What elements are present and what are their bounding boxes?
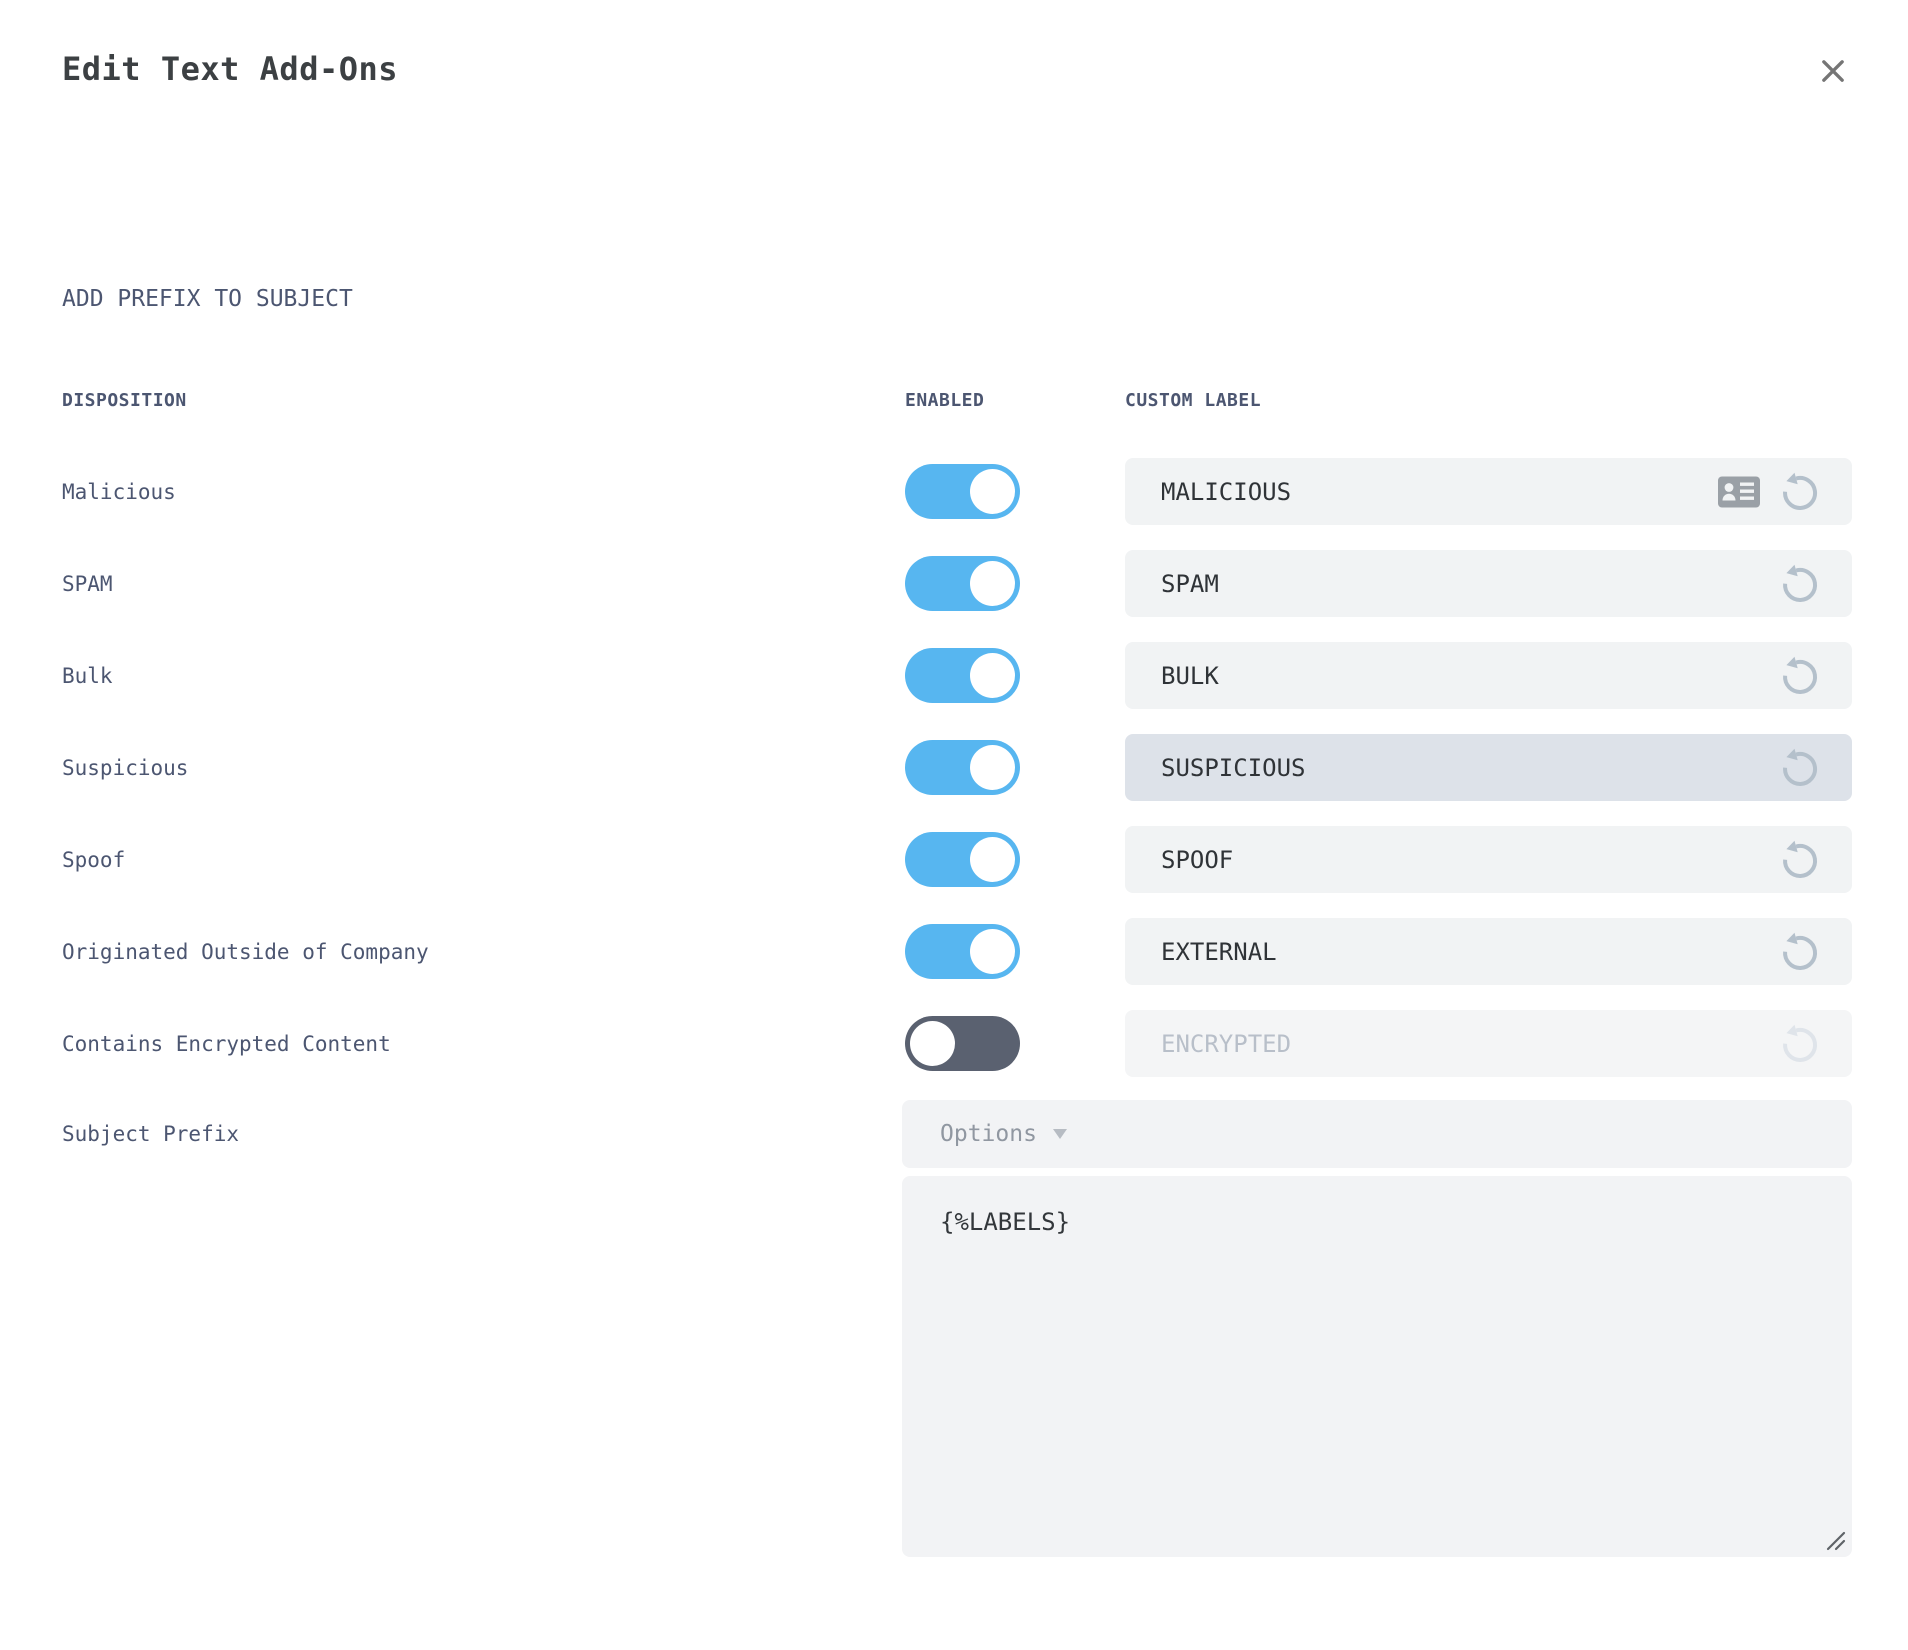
custom-label-field xyxy=(1125,826,1852,893)
options-dropdown[interactable] xyxy=(902,1100,1852,1168)
custom-label-input xyxy=(1125,1010,1852,1077)
toggle-knob xyxy=(970,837,1015,882)
table-row-external xyxy=(0,918,1908,985)
custom-label-field xyxy=(1125,918,1852,985)
toggle-knob xyxy=(970,745,1015,790)
custom-label-input[interactable] xyxy=(1125,918,1852,985)
toggle-knob xyxy=(970,469,1015,514)
table-row-spoof xyxy=(0,826,1908,893)
toggle-knob xyxy=(970,561,1015,606)
enabled-toggle[interactable] xyxy=(905,740,1020,795)
section-heading: ADD PREFIX TO SUBJECT xyxy=(62,286,353,312)
contact-card-icon[interactable] xyxy=(1718,476,1760,507)
toggle-knob xyxy=(910,1021,955,1066)
reset-icon[interactable] xyxy=(1778,470,1822,514)
enabled-toggle[interactable] xyxy=(905,556,1020,611)
page-title: Edit Text Add-Ons xyxy=(62,50,399,88)
subject-prefix-textarea[interactable] xyxy=(902,1176,1852,1557)
table-row-malicious xyxy=(0,458,1908,525)
custom-label-input[interactable] xyxy=(1125,642,1852,709)
resize-grip-icon[interactable] xyxy=(1825,1530,1847,1552)
close-icon xyxy=(1818,56,1848,86)
reset-icon[interactable] xyxy=(1778,562,1822,606)
close-button[interactable] xyxy=(1814,52,1852,90)
enabled-toggle[interactable] xyxy=(905,832,1020,887)
toggle-knob xyxy=(970,929,1015,974)
reset-icon xyxy=(1778,1022,1822,1066)
custom-label-field xyxy=(1125,550,1852,617)
custom-label-field xyxy=(1125,1010,1852,1077)
column-header-custom-label: CUSTOM LABEL xyxy=(1125,390,1262,411)
disposition-label: Malicious xyxy=(62,479,176,504)
column-header-disposition: DISPOSITION xyxy=(62,390,187,411)
table-row-bulk xyxy=(0,642,1908,709)
enabled-toggle[interactable] xyxy=(905,924,1020,979)
enabled-toggle[interactable] xyxy=(905,648,1020,703)
custom-label-field xyxy=(1125,642,1852,709)
table-row-suspicious xyxy=(0,734,1908,801)
table-row-encrypted xyxy=(0,1010,1908,1077)
disposition-label: Contains Encrypted Content xyxy=(62,1031,391,1056)
disposition-label: Suspicious xyxy=(62,755,189,780)
custom-label-field xyxy=(1125,734,1852,801)
enabled-toggle[interactable] xyxy=(905,464,1020,519)
custom-label-input[interactable] xyxy=(1125,550,1852,617)
reset-icon[interactable] xyxy=(1778,838,1822,882)
toggle-knob xyxy=(970,653,1015,698)
options-dropdown-label: Options xyxy=(940,1121,1037,1147)
subject-prefix-label: Subject Prefix xyxy=(62,1122,240,1146)
disposition-label: Bulk xyxy=(62,663,113,688)
disposition-label: Originated Outside of Company xyxy=(62,939,429,964)
disposition-label: Spoof xyxy=(62,847,126,872)
custom-label-field xyxy=(1125,458,1852,525)
custom-label-input[interactable] xyxy=(1125,826,1852,893)
reset-icon[interactable] xyxy=(1778,930,1822,974)
enabled-toggle[interactable] xyxy=(905,1016,1020,1071)
reset-icon[interactable] xyxy=(1778,746,1822,790)
column-header-enabled: ENABLED xyxy=(905,390,985,411)
subject-prefix-field xyxy=(902,1176,1852,1557)
reset-icon[interactable] xyxy=(1778,654,1822,698)
table-row-spam xyxy=(0,550,1908,617)
disposition-label: SPAM xyxy=(62,571,113,596)
custom-label-input[interactable] xyxy=(1125,734,1852,801)
chevron-down-icon xyxy=(1053,1129,1067,1139)
